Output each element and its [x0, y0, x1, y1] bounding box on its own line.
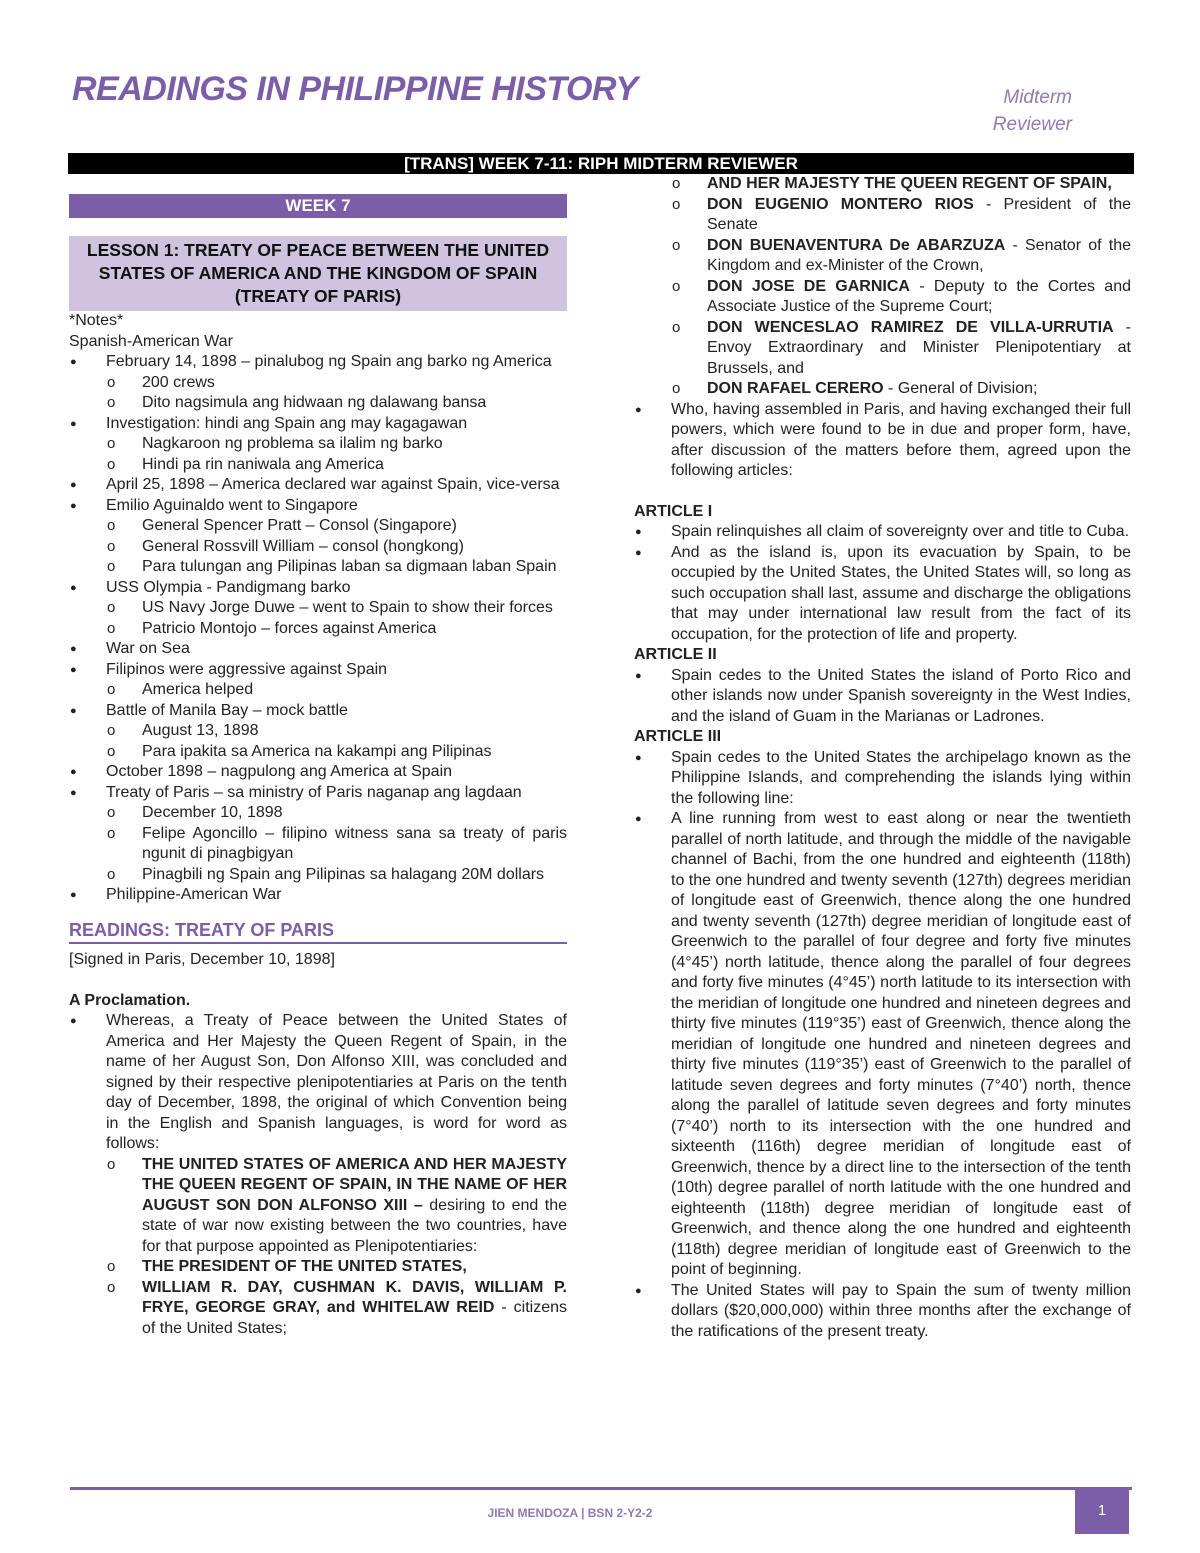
proclamation-heading: A Proclamation.: [69, 991, 191, 1009]
sub-list-item: o Nagkaroon ng problema sa ilalim ng barko: [106, 434, 567, 455]
list-item: ● Investigation: hindi ang Spain ang may kagagawan o Nagkaroon ng problema sa ilalim ng barko o Hindi pa rin naniwala ang America: [69, 414, 567, 476]
sub-list-item: o August 13, 1898: [106, 721, 567, 742]
sub-list-item: o DON EUGENIO MONTERO RIOS - President of the Senate: [671, 195, 1131, 236]
sub-list-item: o December 10, 1898: [106, 803, 567, 824]
sub-list-item: o THE PRESIDENT OF THE UNITED STATES,: [106, 1257, 567, 1278]
sub-list-item: o Para ipakita sa America na kakampi ang Pilipinas: [106, 742, 567, 763]
notes-list: [69, 352, 567, 906]
sub-list-item: o Pinagbili ng Spain ang Pilipinas sa halagang 20M dollars: [106, 865, 567, 886]
article-heading: ARTICLE III: [634, 728, 722, 745]
list-item: ● The United States will pay to Spain the sum of twenty million dollars ($20,000,000) within three months after the exchange of the ratifications of the present treaty.: [634, 1281, 1131, 1343]
sub-list-item: o Dito nagsimula ang hidwaan ng dalawang bansa: [106, 393, 567, 414]
corner-label: [952, 84, 1072, 138]
list-item: ● Whereas, a Treaty of Peace between the United States of America and Her Majesty the Queen Regent of Spain, in the name of her August Son, Don Alfonso XIII, was concluded and signed by their respective plenipotentiaries at Paris on the tenth day of December, 1898, the original of which Convention being in the English and Spanish languages, is word for word as follows: o THE UNITED STATES OF AMERICA AND HER MAJESTY THE QUEEN REGENT OF SPAIN, IN THE NAME OF HER AUGUST SON DON ALFONSO XIII – desiring to end the state of war now existing between the two countries, have for that purpose appointed as Plenipotentiaries: o THE PRESIDENT OF THE UNITED STATES, o WILLIAM R. DAY, CUSHMAN K. DAVIS, WILLIAM P. FRYE, GEORGE GRAY, and WHITELAW REID - citizens of the United States;: [69, 1011, 567, 1339]
list-item: ● Emilio Aguinaldo went to Singapore o General Spencer Pratt – Consol (Singapore) o General Rossvill William – consol (hongkong) o Para tulungan ang Pilipinas laban sa digmaan laban Spain: [69, 496, 567, 578]
list-item: ● April 25, 1898 – America declared war against Spain, vice-versa: [69, 475, 567, 496]
list-item: ● Treaty of Paris – sa ministry of Paris naganap ang lagdaan o December 10, 1898 o Felipe Agoncillo – filipino witness sana sa treaty of paris ngunit di pinagbigyan o Pinagbili ng Spain ang Pilipinas sa halagang 20M dollars: [69, 783, 567, 886]
left-column: [69, 194, 567, 1339]
list-item: ● Spain cedes to the United States the island of Porto Rico and other islands now under Spanish sovereignty in the West Indies, and the island of Guam in the Marianas or Ladrones.: [634, 666, 1131, 728]
list-item: ● Philippine-American War: [69, 885, 567, 906]
article-heading: ARTICLE II: [634, 646, 717, 663]
article-heading: ARTICLE I: [634, 502, 713, 520]
page-number: 1: [1075, 1490, 1129, 1534]
list-item: ● October 1898 – nagpulong ang America at Spain: [69, 762, 567, 783]
list-item: ● A line running from west to east along or near the twentieth parallel of north latitude, and through the middle of the navigable channel of Bachi, from the one hundred and eighteenth (118th) to the one hundred and twenty seventh (127th) degrees meridian of longitude east of Greenwich, thence along the one hundred and twenty seventh (127th) degree meridian of longitude east of Greenwich to the parallel of four degree and forty five minutes (4°45’) north latitude, thence along the parallel of four degrees and forty five minutes (4°45’) north latitude to its intersection with the meridian of longitude one hundred and nineteen degrees and thirty five minutes (119°35’) east of Greenwich, thence along the meridian of longitude one hundred and nineteen degrees and thirty five minutes (119°35’) east of Greenwich to the parallel of latitude seven degrees and forty minutes (7°40’) north, thence along the parallel of latitude seven degrees and forty minutes (7°40’) north to its intersection with the one hundred and sixteenth (116th) degree meridian of longitude east of Greenwich, thence by a direct line to the intersection of the tenth (10th) degree parallel of north latitude with the one hundred and eighteenth (118th) degree meridian of longitude east of Greenwich, and thence along the one hundred and eighteenth (118th) degree meridian of longitude east of Greenwich to the point of beginning.: [634, 809, 1131, 1281]
sub-list-item: o Para tulungan ang Pilipinas laban sa digmaan laban Spain: [106, 557, 567, 578]
week-heading: WEEK 7: [69, 194, 567, 218]
signed-note: [Signed in Paris, December 10, 1898]: [69, 951, 335, 968]
article-list: [634, 666, 1131, 728]
document-title: READINGS IN PHILIPPINE HISTORY: [72, 70, 638, 108]
article-list: [634, 748, 1131, 1343]
list-item: ● Spain relinquishes all claim of sovereignty over and title to Cuba.: [634, 522, 1131, 543]
sub-list-item: o 200 crews: [106, 373, 567, 394]
sub-list-item: o WILLIAM R. DAY, CUSHMAN K. DAVIS, WILLIAM P. FRYE, GEORGE GRAY, and WHITELAW REID - citizens of the United States;: [106, 1278, 567, 1340]
section-label: Spanish-American War: [69, 332, 233, 350]
list-item: ● Spain cedes to the United States the archipelago known as the Philippine Islands, and comprehending the islands lying within the following line:: [634, 748, 1131, 810]
list-item: ● February 14, 1898 – pinalubog ng Spain ang barko ng America o 200 crews o Dito nagsimula ang hidwaan ng dalawang bansa: [69, 352, 567, 414]
sub-list-item: o DON WENCESLAO RAMIREZ DE VILLA-URRUTIA - Envoy Extraordinary and Minister Plenipotentiary at Brussels, and: [671, 318, 1131, 380]
sub-list-item: o DON BUENAVENTURA De ABARZUZA - Senator of the Kingdom and ex-Minister of the Crown,: [671, 236, 1131, 277]
sub-list-item: o THE UNITED STATES OF AMERICA AND HER MAJESTY THE QUEEN REGENT OF SPAIN, IN THE NAME OF HER AUGUST SON DON ALFONSO XIII – desiring to end the state of war now existing between the two countries, have for that purpose appointed as Plenipotentiaries:: [106, 1155, 567, 1258]
lesson-heading: LESSON 1: TREATY OF PEACE BETWEEN THE UNITED STATES OF AMERICA AND THE KINGDOM OF SPAIN (TREATY OF PARIS): [69, 236, 567, 311]
list-item: ● USS Olympia - Pandigmang barko o US Navy Jorge Duwe – went to Spain to show their forces o Patricio Montojo – forces against America: [69, 578, 567, 640]
list-item: ● War on Sea: [69, 639, 567, 660]
corner-label-line2: Reviewer: [992, 114, 1072, 135]
sub-list-item: o Hindi pa rin naniwala ang America: [106, 455, 567, 476]
sub-list-item: o General Rossvill William – consol (hongkong): [106, 537, 567, 558]
who-list: [634, 400, 1131, 482]
list-item: ● Filipinos were aggressive against Spain o America helped: [69, 660, 567, 701]
sub-list-item: o Patricio Montojo – forces against America: [106, 619, 567, 640]
footer-author: JIEN MENDOZA | BSN 2-Y2-2: [487, 1506, 653, 1520]
footer-rule: [70, 1487, 1132, 1490]
list-item: ● Battle of Manila Bay – mock battle o August 13, 1898 o Para ipakita sa America na kakampi ang Pilipinas: [69, 701, 567, 763]
proclamation-list: [69, 1011, 567, 1339]
sub-list-item: o US Navy Jorge Duwe – went to Spain to show their forces: [106, 598, 567, 619]
article-list: [634, 522, 1131, 645]
sub-list-item: o DON RAFAEL CERERO - General of Division;: [671, 379, 1131, 400]
plenipotentiary-list: [671, 174, 1131, 400]
sub-list-item: o AND HER MAJESTY THE QUEEN REGENT OF SPAIN,: [671, 174, 1131, 195]
sub-list-item: o DON JOSE DE GARNICA - Deputy to the Cortes and Associate Justice of the Supreme Court;: [671, 277, 1131, 318]
trans-banner: [TRANS] WEEK 7-11: RIPH MIDTERM REVIEWER: [68, 153, 1134, 174]
right-column: [634, 174, 1131, 1342]
readings-heading: READINGS: TREATY OF PARIS: [69, 920, 567, 945]
notes-label: *Notes*: [69, 312, 124, 329]
sub-list-item: o America helped: [106, 680, 567, 701]
sub-list-item: o General Spencer Pratt – Consol (Singapore): [106, 516, 567, 537]
list-item: ● And as the island is, upon its evacuation by Spain, to be occupied by the United States, the United States will, so long as such occupation shall last, assume and discharge the obligations that may under international law result from the fact of its occupation, for the protection of life and property.: [634, 543, 1131, 646]
sub-list-item: o Felipe Agoncillo – filipino witness sana sa treaty of paris ngunit di pinagbigyan: [106, 824, 567, 865]
corner-label-line1: Midterm: [1003, 87, 1072, 108]
list-item: ● Who, having assembled in Paris, and having exchanged their full powers, which were found to be in due and proper form, have, after discussion of the matters before them, agreed upon the following articles:: [634, 400, 1131, 482]
